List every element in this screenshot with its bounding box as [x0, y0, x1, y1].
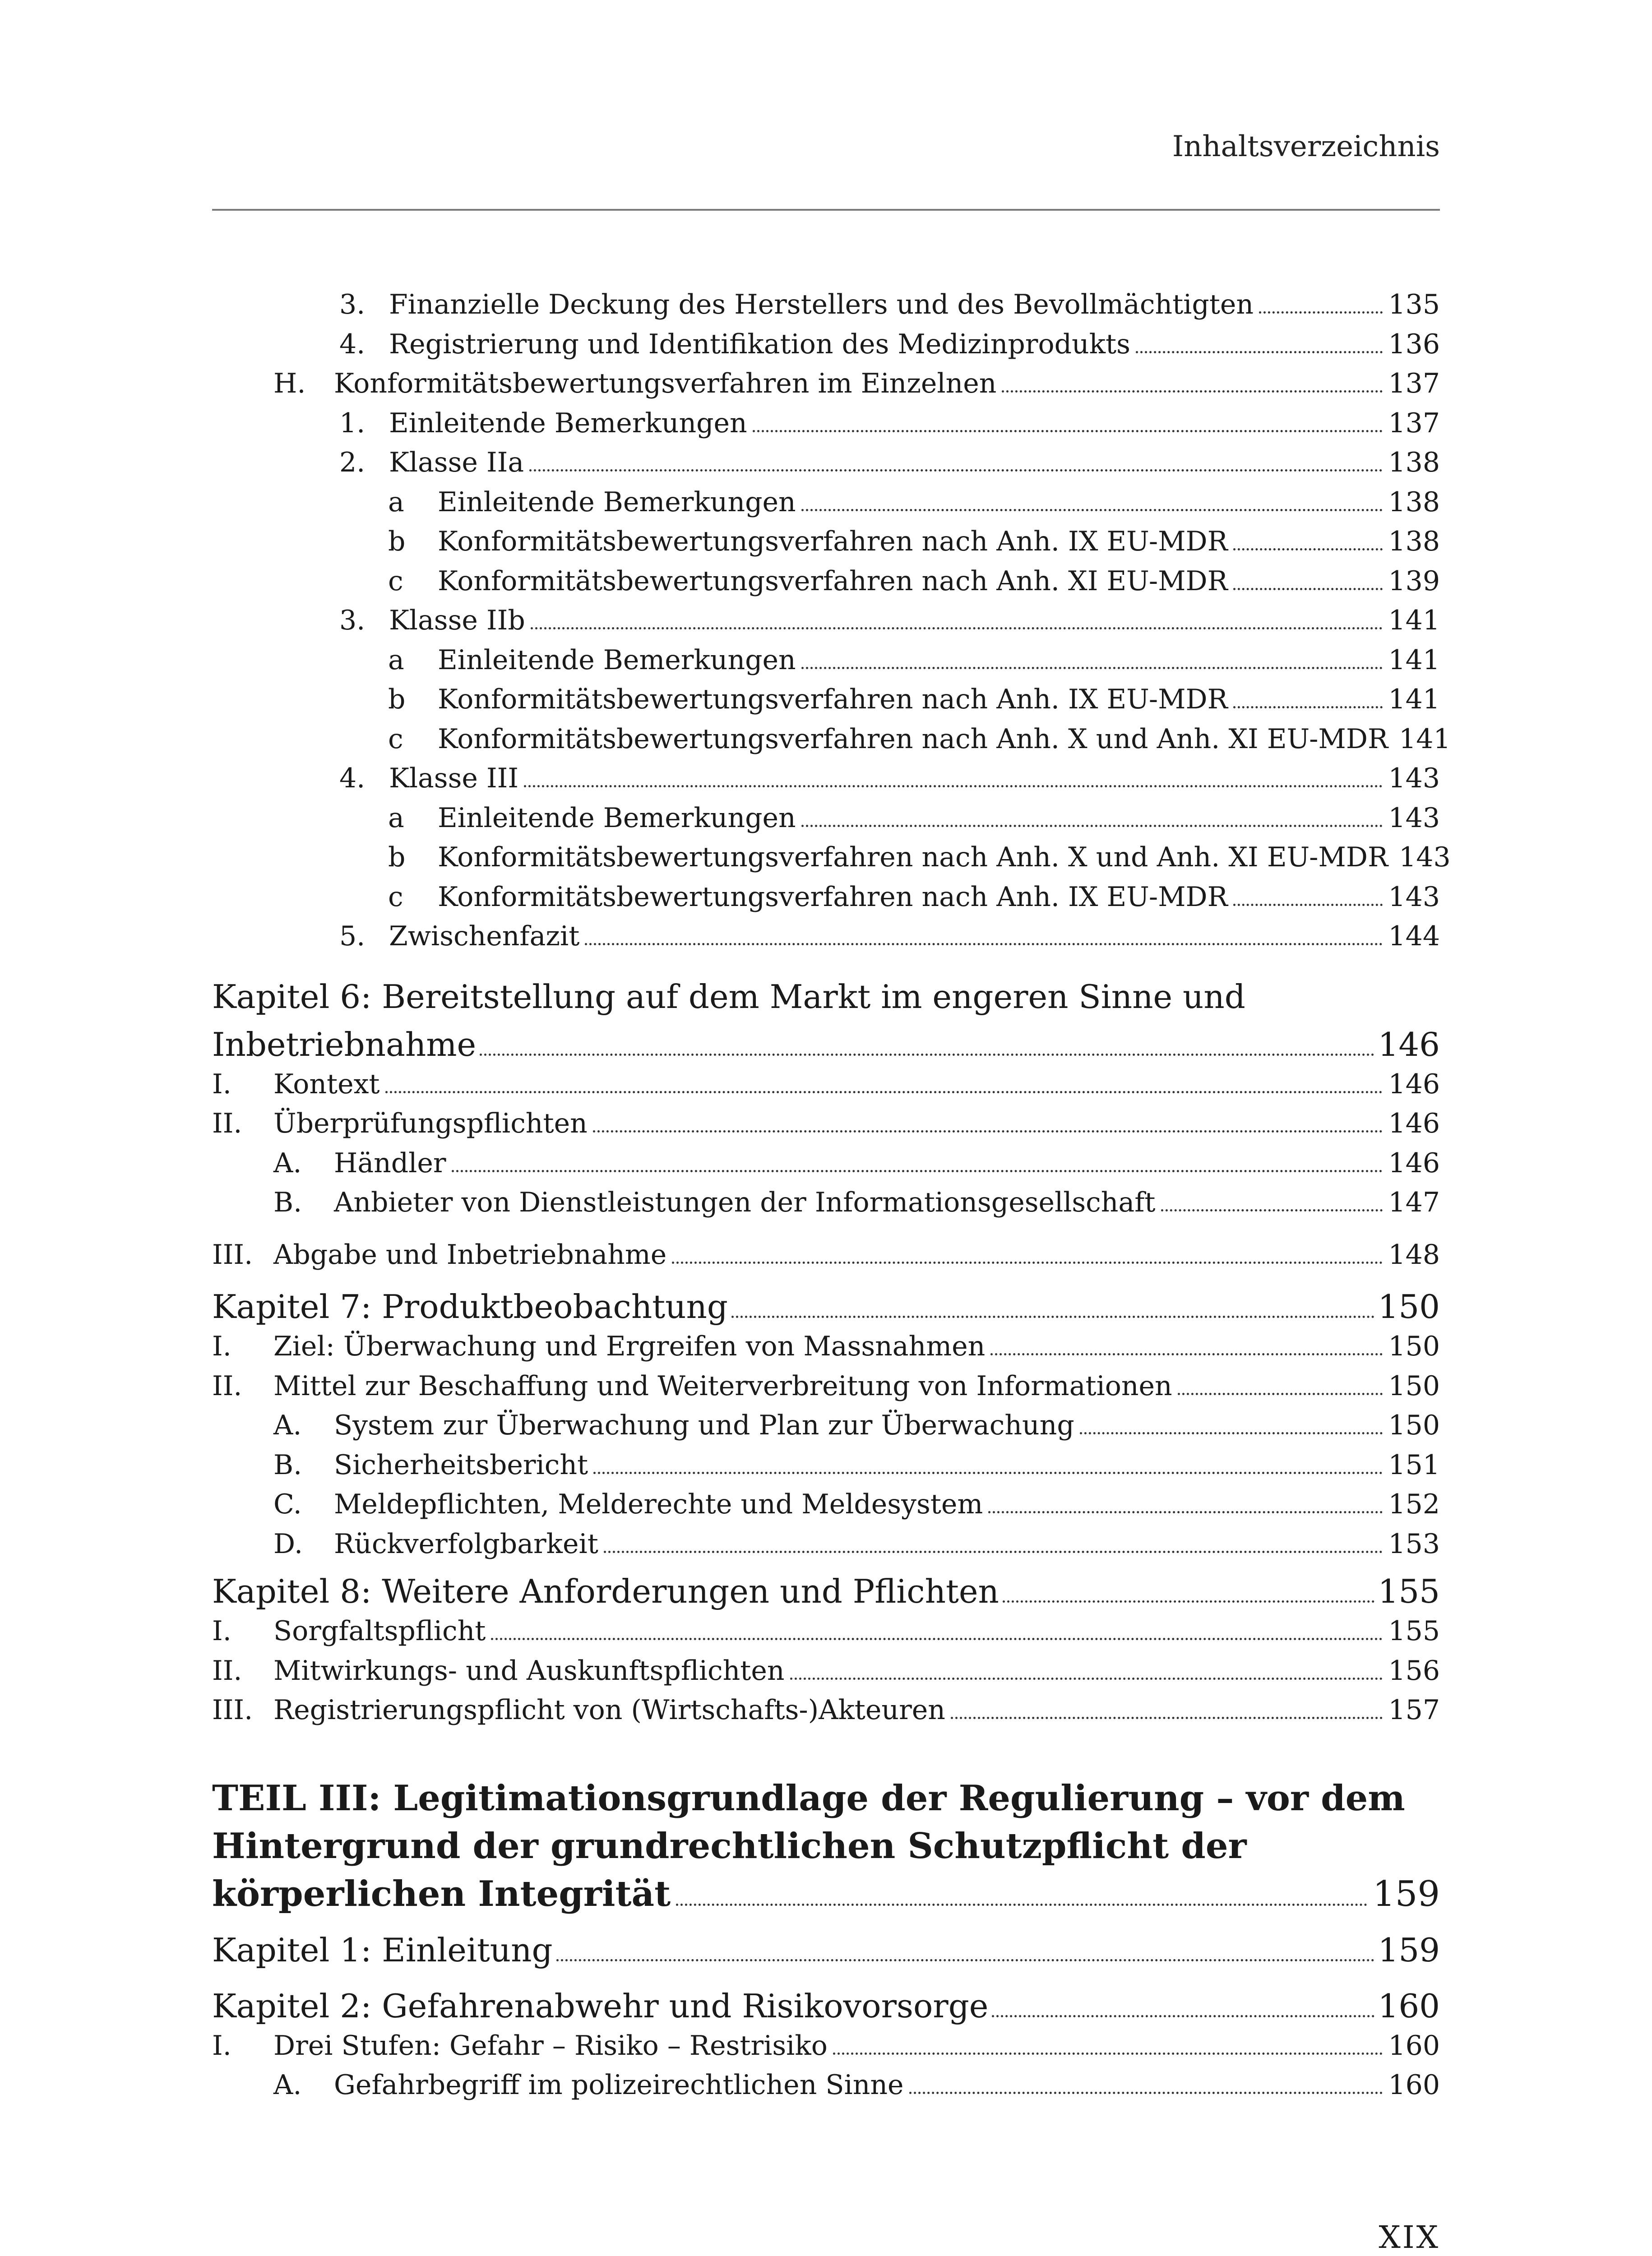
toc-entry-title: Konformitätsbewertungsverfahren nach Anh. X und Anh. XI EU-MDR: [438, 841, 1388, 873]
toc-entry-body: [273, 1108, 1440, 1140]
toc-entry: [212, 841, 1451, 881]
part-3-chapter-2-title: Kapitel 2: Gefahrenabwehr und Risikovorsorge: [212, 1987, 989, 2025]
toc-entry: [212, 605, 1440, 644]
toc-entry-body: [389, 289, 1440, 321]
toc-entry-body: [334, 1449, 1440, 1481]
toc-entry-body: [389, 407, 1440, 439]
toc-entry-page: 150: [1388, 1410, 1440, 1441]
toc-entry-body: [273, 2030, 1440, 2062]
toc-entry-title: Einleitende Bemerkungen: [389, 407, 747, 439]
part-3-heading: [212, 1775, 1440, 1918]
toc-entry: [212, 1147, 1440, 1187]
toc-entry-page: 155: [1388, 1615, 1440, 1647]
toc-entry-page: 157: [1388, 1694, 1440, 1726]
part-3-chapter-2-entries: [212, 2030, 1440, 2109]
toc-entry: [212, 368, 1440, 407]
dot-leader: [593, 1471, 1383, 1474]
toc-entry-number: I.: [212, 1331, 231, 1362]
toc-entry-page: 141: [1388, 644, 1440, 676]
toc-entry-page: 143: [1388, 881, 1440, 913]
dot-leader: [531, 627, 1383, 629]
toc-entry-body: [273, 1239, 1440, 1271]
part-3-chapter-2-heading: [212, 1982, 1440, 2030]
toc-entry-title: Konformitätsbewertungsverfahren nach Anh. X und Anh. XI EU-MDR: [438, 723, 1388, 755]
chapter-7-page: 150: [1378, 1288, 1440, 1326]
toc-entry-body: [273, 1694, 1440, 1726]
dot-leader: [1003, 1600, 1374, 1603]
toc-entry-body: [438, 684, 1440, 716]
dot-leader: [992, 2015, 1374, 2017]
toc-entry-body: [273, 1068, 1440, 1100]
toc-entry-body: [438, 565, 1440, 597]
toc-entry-title: Finanzielle Deckung des Herstellers und des Bevollmächtigten: [389, 289, 1254, 320]
toc-entry-page: 143: [1388, 802, 1440, 834]
toc-entry-title: Anbieter von Dienstleistungen der Informationsgesellschaft: [334, 1187, 1156, 1218]
dot-leader: [1136, 351, 1383, 353]
dot-leader: [1178, 1392, 1383, 1395]
toc-entry-page: 146: [1388, 1068, 1440, 1100]
toc-entry-page: 153: [1388, 1528, 1440, 1560]
toc-entry-body: [438, 723, 1451, 755]
toc-entry-page: 137: [1388, 407, 1440, 439]
toc-entry-title: Mittel zur Beschaffung und Weiterverbreitung von Informationen: [273, 1370, 1172, 1402]
part-3-title-line2: Hintergrund der grundrechtlichen Schutzpflicht der: [212, 1825, 1247, 1867]
toc-entry-body: [334, 1147, 1440, 1179]
toc-entry-body: [389, 447, 1440, 479]
dot-leader: [672, 1261, 1383, 1264]
dot-leader: [593, 1130, 1383, 1133]
dot-leader: [731, 1315, 1374, 1318]
dot-leader: [790, 1677, 1383, 1680]
part-3-page: 159: [1373, 1873, 1440, 1914]
toc-entry-title: Registrierungspflicht von (Wirtschafts-)Akteuren: [273, 1694, 945, 1726]
toc-entry-body: [438, 802, 1440, 834]
header-rule: [212, 209, 1440, 211]
toc-entry-number: 1.: [339, 407, 366, 439]
toc-entry: [212, 1370, 1440, 1410]
toc-entry: [212, 1410, 1440, 1449]
toc-entry: [212, 1655, 1440, 1695]
toc-entry-body: [389, 605, 1440, 637]
toc-entry-page: 156: [1388, 1655, 1440, 1687]
running-header: Inhaltsverzeichnis: [1172, 130, 1440, 163]
toc-entry: [212, 1068, 1440, 1108]
toc-entry-body: [438, 881, 1440, 913]
dot-leader: [604, 1550, 1383, 1553]
dot-leader: [1233, 548, 1383, 550]
toc-entry-number: I.: [212, 1615, 231, 1647]
chapter-8-heading: [212, 1567, 1440, 1615]
dot-leader: [990, 1353, 1383, 1355]
toc-entry-page: 148: [1388, 1239, 1440, 1271]
toc-entry-page: 143: [1388, 763, 1440, 794]
dot-leader: [452, 1170, 1383, 1172]
toc-entry-title: Rückverfolgbarkeit: [334, 1528, 598, 1560]
toc-entry-number: c: [388, 565, 403, 597]
toc-entry-body: [389, 328, 1440, 361]
toc-entry: [212, 407, 1440, 447]
toc-entry-number: I.: [212, 1068, 231, 1100]
dot-leader: [1259, 311, 1383, 314]
toc-entry-number: b: [388, 526, 406, 557]
toc-entry-title: Sorgfaltspflicht: [273, 1615, 486, 1647]
toc-entry-title: Einleitende Bemerkungen: [438, 644, 796, 676]
toc-entry-page: 137: [1388, 368, 1440, 399]
toc-entry-number: B.: [273, 1449, 302, 1481]
dot-leader: [1080, 1432, 1383, 1434]
toc-entry-number: a: [388, 486, 404, 518]
toc-entry-number: II.: [212, 1108, 242, 1139]
toc-entry: [212, 723, 1451, 763]
dot-leader: [1002, 390, 1383, 393]
toc-entry-number: B.: [273, 1187, 302, 1218]
toc-entry-title: Zwischenfazit: [389, 920, 580, 952]
toc-entry-body: [438, 841, 1451, 874]
spacer: [212, 1734, 1440, 1775]
chapter-6-page: 146: [1378, 1025, 1440, 1063]
toc-entry-page: 147: [1388, 1187, 1440, 1218]
toc-entry-page: 141: [1399, 723, 1451, 755]
dot-leader: [1161, 1209, 1383, 1211]
toc-entry-title: Konformitätsbewertungsverfahren nach Anh. IX EU-MDR: [438, 881, 1228, 913]
toc-entry-body: [334, 1187, 1440, 1219]
toc-entry-number: A.: [273, 2069, 302, 2101]
toc-entry-title: Konformitätsbewertungsverfahren nach Anh. XI EU-MDR: [438, 565, 1228, 597]
toc-entry-body: [438, 644, 1440, 676]
toc-entry-body: [273, 1331, 1440, 1363]
toc-entry-page: 151: [1388, 1449, 1440, 1481]
toc-entry: [212, 447, 1440, 486]
toc-entry-title: Einleitende Bemerkungen: [438, 802, 796, 834]
toc-entry: [212, 1489, 1440, 1528]
toc-entry-title: Drei Stufen: Gefahr – Risiko – Restrisiko: [273, 2029, 828, 2062]
toc-entry-number: H.: [273, 368, 306, 399]
toc-entry: [212, 289, 1440, 328]
toc-entry: [212, 1615, 1440, 1655]
toc-entry-number: b: [388, 684, 406, 715]
toc-entry: [212, 644, 1440, 684]
toc-entry-number: II.: [212, 1370, 242, 1402]
toc-entry-number: 5.: [339, 920, 366, 952]
toc-entry-page: 146: [1388, 1147, 1440, 1179]
chapter-8-title: Kapitel 8: Weitere Anforderungen und Pflichten: [212, 1572, 999, 1610]
toc-entry-body: [389, 763, 1440, 795]
toc-entry-title: Konformitätsbewertungsverfahren im Einzelnen: [334, 368, 997, 399]
toc-entry: [212, 920, 1440, 960]
toc-entry: [212, 1108, 1440, 1147]
dot-leader: [909, 2091, 1383, 2094]
toc-entry: [212, 1528, 1440, 1568]
toc-entry-page: 141: [1388, 684, 1440, 715]
table-of-contents: [212, 289, 1451, 2109]
toc-entry-title: Sicherheitsbericht: [334, 1449, 588, 1481]
toc-entry: [212, 881, 1440, 921]
chapter-7-entries: [212, 1331, 1440, 1567]
toc-entry: [212, 1239, 1440, 1279]
toc-entry-title: Konformitätsbewertungsverfahren nach Anh. IX EU-MDR: [438, 526, 1228, 557]
toc-block-section-g-h: [212, 289, 1451, 960]
part-3-chapter-1-heading: [212, 1926, 1440, 1974]
part-3-chapter-2-page: 160: [1378, 1987, 1440, 2025]
toc-entry: [212, 2069, 1440, 2109]
page-number: XIX: [1379, 2220, 1440, 2256]
toc-entry: [212, 684, 1440, 723]
toc-entry-title: Konformitätsbewertungsverfahren nach Anh. IX EU-MDR: [438, 684, 1228, 715]
dot-leader: [385, 1091, 1383, 1093]
toc-entry-page: 138: [1388, 447, 1440, 478]
toc-entry-number: 3.: [339, 605, 366, 636]
toc-entry-body: [273, 1655, 1440, 1687]
toc-entry-title: Mitwirkungs- und Auskunftspflichten: [273, 1655, 785, 1687]
chapter-7-heading: [212, 1283, 1440, 1331]
toc-entry-title: Klasse IIa: [389, 447, 524, 478]
toc-entry-page: 141: [1388, 605, 1440, 636]
toc-entry: [212, 1694, 1440, 1734]
toc-entry-number: III.: [212, 1239, 253, 1271]
toc-entry-page: 150: [1388, 1370, 1440, 1402]
chapter-7-title: Kapitel 7: Produktbeobachtung: [212, 1288, 728, 1326]
chapter-8-entries: [212, 1615, 1440, 1734]
toc-entry-page: 138: [1388, 486, 1440, 518]
toc-entry-body: [389, 920, 1440, 952]
toc-entry-number: a: [388, 644, 404, 676]
toc-entry-title: Händler: [334, 1147, 446, 1179]
dot-leader: [801, 666, 1383, 669]
spacer: [212, 960, 1440, 973]
toc-entry: [212, 1331, 1440, 1370]
toc-entry-number: D.: [273, 1528, 303, 1560]
toc-entry-number: a: [388, 802, 404, 834]
toc-entry: [212, 565, 1440, 605]
toc-entry-body: [273, 1615, 1440, 1647]
toc-entry-body: [334, 1410, 1440, 1442]
toc-entry-title: Kontext: [273, 1068, 380, 1100]
part-3-chapter-1-title: Kapitel 1: Einleitung: [212, 1931, 553, 1969]
dot-leader: [753, 430, 1383, 432]
toc-entry-page: 138: [1388, 526, 1440, 557]
toc-entry-number: b: [388, 841, 406, 873]
chapter-8-page: 155: [1378, 1572, 1440, 1610]
toc-entry-title: System zur Überwachung und Plan zur Überwachung: [334, 1410, 1074, 1441]
dot-leader: [556, 1959, 1374, 1961]
toc-entry-title: Überprüfungspflichten: [273, 1108, 588, 1139]
toc-entry-number: C.: [273, 1489, 302, 1520]
toc-entry-number: c: [388, 881, 403, 913]
part-3-title-line3: körperlichen Integrität: [212, 1873, 671, 1914]
toc-entry-page: 139: [1388, 565, 1440, 597]
toc-entry-body: [438, 526, 1440, 558]
dot-leader: [676, 1903, 1367, 1906]
dot-leader: [529, 469, 1383, 472]
toc-entry-page: 160: [1388, 2029, 1440, 2062]
dot-leader: [585, 943, 1383, 945]
toc-entry-title: Einleitende Bemerkungen: [438, 486, 796, 518]
toc-entry: [212, 328, 1440, 368]
chapter-6-title-line1: Kapitel 6: Bereitstellung auf dem Markt im engeren Sinne und: [212, 977, 1245, 1016]
toc-entry-body: [273, 1370, 1440, 1402]
dot-leader: [524, 785, 1383, 787]
toc-entry-title: Abgabe und Inbetriebnahme: [273, 1239, 667, 1271]
chapter-6-title-line2: Inbetriebnahme: [212, 1025, 477, 1063]
toc-entry: [212, 1187, 1440, 1226]
toc-entry: [212, 802, 1440, 842]
toc-entry-body: [334, 1528, 1440, 1560]
part-3-title-line1: TEIL III: Legitimationsgrundlage der Regulierung – vor dem: [212, 1777, 1405, 1819]
toc-entry-number: III.: [212, 1694, 253, 1726]
toc-entry-page: 135: [1388, 289, 1440, 320]
toc-entry-page: 144: [1388, 920, 1440, 952]
toc-entry-title: Klasse III: [389, 763, 519, 794]
dot-leader: [1233, 587, 1383, 590]
toc-entry-number: 2.: [339, 447, 366, 478]
toc-entry-title: Gefahrbegriff im polizeirechtlichen Sinne: [334, 2069, 904, 2101]
toc-entry-body: [334, 368, 1440, 400]
chapter-6-entries: [212, 1068, 1440, 1279]
toc-entry-number: A.: [273, 1147, 302, 1179]
toc-entry-number: c: [388, 723, 403, 755]
toc-entry-page: 146: [1388, 1108, 1440, 1139]
toc-entry-page: 160: [1388, 2069, 1440, 2101]
toc-entry-body: [438, 486, 1440, 518]
dot-leader: [833, 2052, 1383, 2055]
dot-leader: [988, 1511, 1383, 1513]
chapter-6-heading: [212, 973, 1440, 1068]
toc-entry-title: Meldepflichten, Melderechte und Meldesystem: [334, 1489, 983, 1520]
toc-entry-page: 152: [1388, 1489, 1440, 1520]
dot-leader: [1233, 903, 1383, 906]
toc-entry: [212, 486, 1440, 526]
part-3-chapter-1-page: 159: [1378, 1931, 1440, 1969]
toc-entry-title: Registrierung und Identifikation des Medizinprodukts: [389, 328, 1130, 360]
toc-entry-body: [334, 1489, 1440, 1521]
dot-leader: [491, 1637, 1383, 1640]
toc-entry-body: [334, 2069, 1440, 2101]
toc-entry-number: I.: [212, 2029, 231, 2062]
dot-leader: [801, 824, 1383, 827]
toc-entry-page: 136: [1388, 328, 1440, 360]
toc-entry: [212, 526, 1440, 565]
toc-entry-title: Ziel: Überwachung und Ergreifen von Massnahmen: [273, 1331, 986, 1362]
toc-entry: [212, 2030, 1440, 2070]
toc-entry-number: 4.: [339, 763, 366, 794]
toc-entry-number: 3.: [339, 289, 366, 320]
toc-entry-number: 4.: [339, 328, 366, 360]
toc-entry-page: 150: [1388, 1331, 1440, 1362]
toc-entry: [212, 763, 1440, 802]
dot-leader: [801, 509, 1383, 511]
toc-entry-number: A.: [273, 1410, 302, 1441]
toc-entry: [212, 1449, 1440, 1489]
dot-leader: [1233, 706, 1383, 708]
toc-entry-number: II.: [212, 1655, 242, 1687]
toc-entry-page: 143: [1399, 841, 1451, 873]
toc-entry-title: Klasse IIb: [389, 605, 525, 636]
dot-leader: [951, 1716, 1383, 1719]
dot-leader: [480, 1053, 1374, 1056]
